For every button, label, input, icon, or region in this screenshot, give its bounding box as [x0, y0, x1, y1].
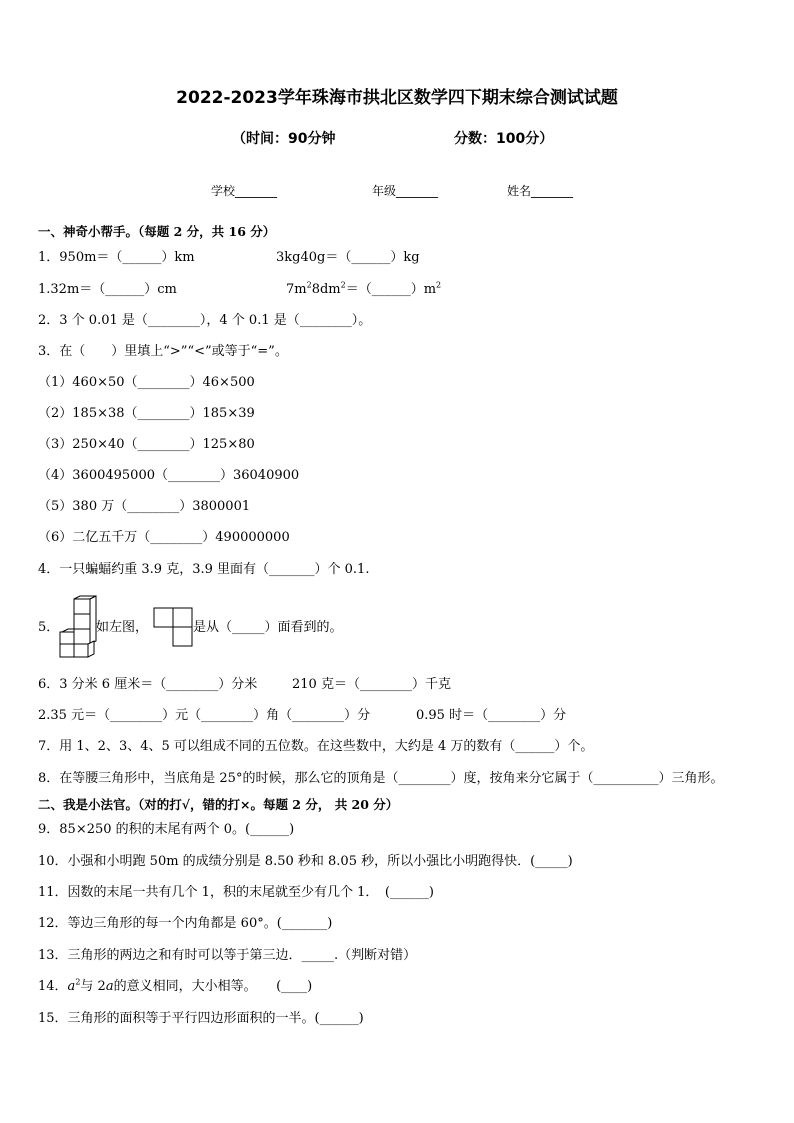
- section1-heading: 一、神奇小帮手。（每题 2 分，共 16 分）: [38, 224, 276, 239]
- question-6d: 0.95 时＝（________）分: [416, 708, 567, 723]
- question-15: 15．三角形的面积等于平行四边形面积的一半。(______): [38, 1011, 364, 1026]
- question-3-item: （5）380 万（________）3800001: [38, 499, 251, 514]
- cube-stack-figure: [56, 595, 98, 659]
- question-1d: $7m^28dm^2=(\_\_\_\_\_\_)m^2$: [286, 280, 442, 297]
- school-field: 学校_______: [211, 184, 278, 198]
- grade-field: 年级_______: [372, 184, 439, 198]
- time-label: （时间：90分钟: [232, 131, 336, 147]
- question-3-item: （6）二亿五千万（________）490000000: [38, 530, 290, 545]
- question-8: 8．在等腰三角形中，当底角是 25°的时候，那么它的顶角是（________）度，按角来分它属于（__________）三角形。: [38, 771, 724, 786]
- question-3-item: （2）185×38（________）185×39: [38, 406, 255, 421]
- question-9: 9．85×250 的积的末尾有两个 0。(______): [38, 822, 295, 837]
- question-14: 14．$a^2$与 2a的意义相同，大小相等。 (____): [38, 977, 313, 994]
- question-6c: 2.35 元＝（________）元（________）角（________）分: [38, 708, 371, 723]
- question-10: 10．小强和小明跑 50m 的成绩分别是 8.50 秒和 8.05 秒，所以小强比小明跑得快．(_____): [38, 854, 573, 869]
- question-3-item: （3）250×40（________）125×80: [38, 437, 255, 452]
- question-6b: 210 克＝（________）千克: [292, 677, 451, 692]
- question-12: 12．等边三角形的每一个内角都是 60°。(_______): [38, 916, 333, 931]
- page-title: 2022-2023学年珠海市拱北区数学四下期末综合测试试题: [176, 88, 618, 108]
- question-4: 4．一只蝙蝠约重 3.9 克，3.9 里面有（_______）个 0.1.: [38, 562, 370, 577]
- question-2: 2．3 个 0.01 是（________），4 个 0.1 是（________）。: [38, 313, 372, 328]
- question-1a: 1．950m＝（______）km: [38, 250, 195, 265]
- question-1b: 3kg40g＝（______）kg: [276, 250, 420, 265]
- question-3-item: （1）460×50（________）46×500: [38, 375, 255, 390]
- question-5-answer: 是从（_____）面看到的。: [193, 620, 343, 635]
- score-label: 分数：100分）: [454, 131, 554, 147]
- view-shape-figure: [153, 607, 193, 647]
- question-7: 7．用 1、2、3、4、5 可以组成不同的五位数。在这些数中，大约是 4 万的数有（______）个。: [38, 739, 594, 754]
- question-11: 11．因数的末尾一共有几个 1，积的末尾就至少有几个 1． (______): [38, 885, 434, 900]
- question-6a: 6．3 分米 6 厘米＝（________）分米: [38, 677, 258, 692]
- question-1c: 1.32m＝（______）cm: [38, 282, 177, 297]
- question-3-item: （4）3600495000（________）36040900: [38, 468, 300, 483]
- question-5-text: 如左图，: [96, 620, 149, 635]
- name-field: 姓名_______: [507, 184, 574, 198]
- question-5-number: 5．: [38, 620, 60, 635]
- question-13: 13．三角形的两边之和有时可以等于第三边．_____.（判断对错）: [38, 948, 417, 963]
- question-3: 3．在（ ）里填上“>”“<”或等于“=”。: [38, 344, 288, 359]
- section2-heading: 二、我是小法官。（对的打√，错的打×。每题 2 分， 共 20 分）: [38, 797, 399, 812]
